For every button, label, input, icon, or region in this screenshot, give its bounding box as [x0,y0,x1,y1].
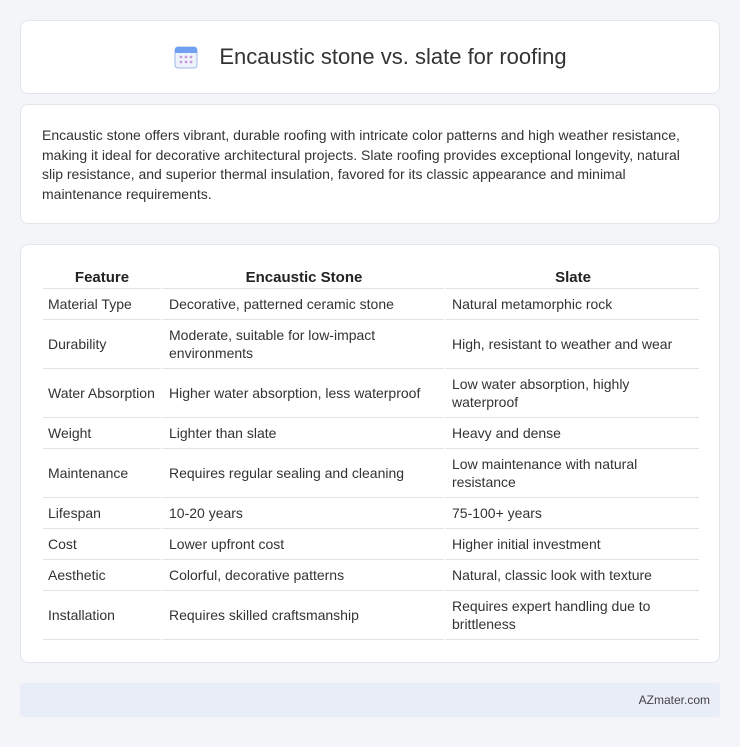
slate-cell: Low water absorption, highly waterproof [444,369,699,418]
column-header-feature: Feature [43,265,161,289]
encaustic-cell: Lighter than slate [161,418,444,449]
encaustic-cell: Decorative, patterned ceramic stone [161,289,444,320]
encaustic-cell: 10-20 years [161,498,444,529]
table-row [43,289,699,320]
table-row [43,320,699,369]
footer-bar [20,683,720,717]
encaustic-cell: Requires skilled craftsmanship [161,591,444,640]
summary-card [20,104,720,224]
table-row [43,529,699,560]
slate-cell: Natural metamorphic rock [444,289,699,320]
slate-cell: Requires expert handling due to brittleness [444,591,699,640]
slate-cell: Natural, classic look with texture [444,560,699,591]
feature-cell: Maintenance [43,449,161,498]
table-header-row [43,265,699,289]
feature-cell: Weight [43,418,161,449]
summary-text: Encaustic stone offers vibrant, durable roofing with intricate color patterns and high weather resistance, making it ideal for decorative architectural projects. Slate roofing provides exceptional longevity, natural slip resistance, and superior thermal insulation, favored for its classic appearance and minimal maintenance requirements. [42,127,680,202]
calendar-icon [173,44,199,70]
table-row [43,498,699,529]
table-row [43,369,699,418]
feature-cell: Material Type [43,289,161,320]
feature-cell: Cost [43,529,161,560]
slate-cell: Heavy and dense [444,418,699,449]
encaustic-cell: Colorful, decorative patterns [161,560,444,591]
slate-cell: 75-100+ years [444,498,699,529]
table-card [20,244,720,663]
encaustic-cell: Higher water absorption, less waterproof [161,369,444,418]
comparison-table [43,265,699,640]
table-row [43,418,699,449]
slate-cell: High, resistant to weather and wear [444,320,699,369]
table-row [43,591,699,640]
column-header-encaustic-stone: Encaustic Stone [161,265,444,289]
table-row [43,449,699,498]
feature-cell: Lifespan [43,498,161,529]
encaustic-cell: Requires regular sealing and cleaning [161,449,444,498]
feature-cell: Installation [43,591,161,640]
header-card [20,20,720,94]
column-header-slate: Slate [444,265,699,289]
title-wrap [173,44,566,70]
slate-cell: Low maintenance with natural resistance [444,449,699,498]
encaustic-cell: Moderate, suitable for low-impact environments [161,320,444,369]
encaustic-cell: Lower upfront cost [161,529,444,560]
table-row [43,560,699,591]
feature-cell: Aesthetic [43,560,161,591]
page-title: Encaustic stone vs. slate for roofing [219,44,567,69]
footer-site-name: AZmater.com [638,693,710,707]
feature-cell: Durability [43,320,161,369]
feature-cell: Water Absorption [43,369,161,418]
slate-cell: Higher initial investment [444,529,699,560]
